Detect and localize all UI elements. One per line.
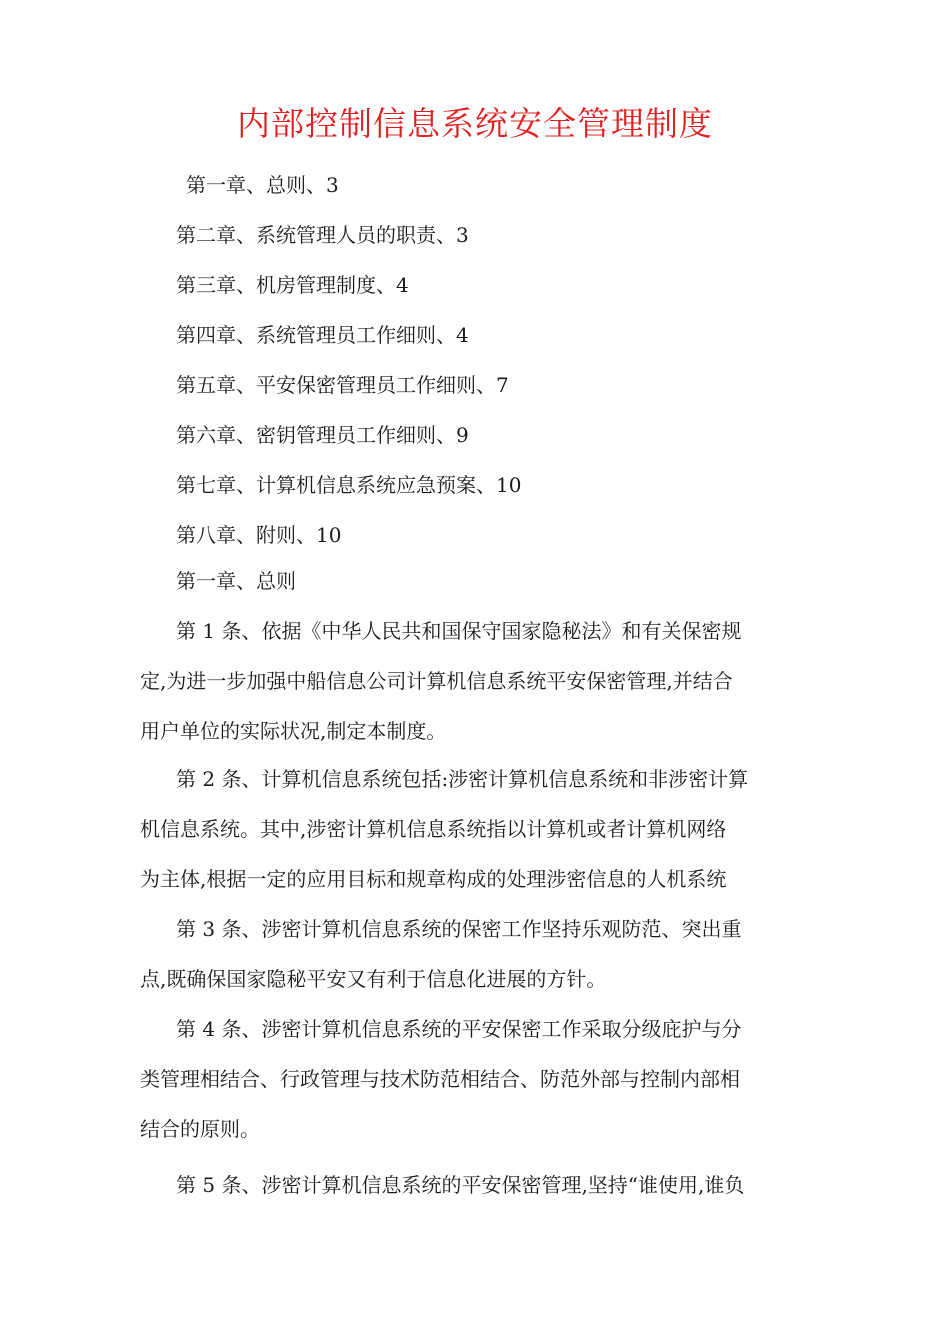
toc-item: 第七章、计算机信息系统应急预案、10 — [176, 473, 522, 497]
toc-item: 第一章、总则、3 — [186, 173, 339, 197]
toc-item: 第五章、平安保密管理员工作细则、7 — [176, 373, 509, 397]
toc-item: 第二章、系统管理人员的职责、3 — [176, 223, 469, 247]
toc-item: 第四章、系统管理员工作细则、4 — [176, 323, 469, 347]
article-line: 为主体,根据一定的应用目标和规章构成的处理涉密信息的人机系统 — [140, 867, 727, 891]
toc-item: 第六章、密钥管理员工作细则、9 — [176, 423, 469, 447]
article-2 — [140, 754, 820, 904]
article-line: 用户单位的实际状况,制定本制度。 — [140, 719, 447, 743]
article-line: 定,为进一步加强中船信息公司计算机信息系统平安保密管理,并结合 — [140, 669, 733, 693]
article-line: 第 1 条、依据《中华人民共和国保守国家隐秘法》和有关保密规 — [176, 619, 742, 643]
article-line: 第 5 条、涉密计算机信息系统的平安保密管理,坚持“谁使用,谁负 — [176, 1173, 745, 1197]
article-3 — [140, 904, 820, 1004]
chapter-heading: 第一章、总则 — [176, 569, 296, 593]
article-line: 第 2 条、计算机信息系统包括:涉密计算机信息系统和非涉密计算 — [176, 767, 749, 791]
article-line: 第 3 条、涉密计算机信息系统的保密工作坚持乐观防范、突出重 — [176, 917, 742, 941]
article-line: 点,既确保国家隐秘平安又有利于信息化进展的方针。 — [140, 967, 607, 991]
toc-item: 第三章、机房管理制度、4 — [176, 273, 409, 297]
article-line: 第 4 条、涉密计算机信息系统的平安保密工作采取分级庇护与分 — [176, 1017, 742, 1041]
document-title: 内部控制信息系统安全管理制度 — [237, 104, 713, 143]
article-1 — [140, 606, 820, 756]
table-of-contents — [176, 160, 521, 560]
article-line: 机信息系统。其中,涉密计算机信息系统指以计算机或者计算机网络 — [140, 817, 727, 841]
article-4 — [140, 1004, 820, 1154]
toc-item: 第八章、附则、10 — [176, 523, 342, 547]
article-5 — [140, 1160, 820, 1210]
article-line: 类管理相结合、行政管理与技术防范相结合、防范外部与控制内部相 — [140, 1067, 740, 1091]
article-line: 结合的原则。 — [140, 1117, 260, 1141]
